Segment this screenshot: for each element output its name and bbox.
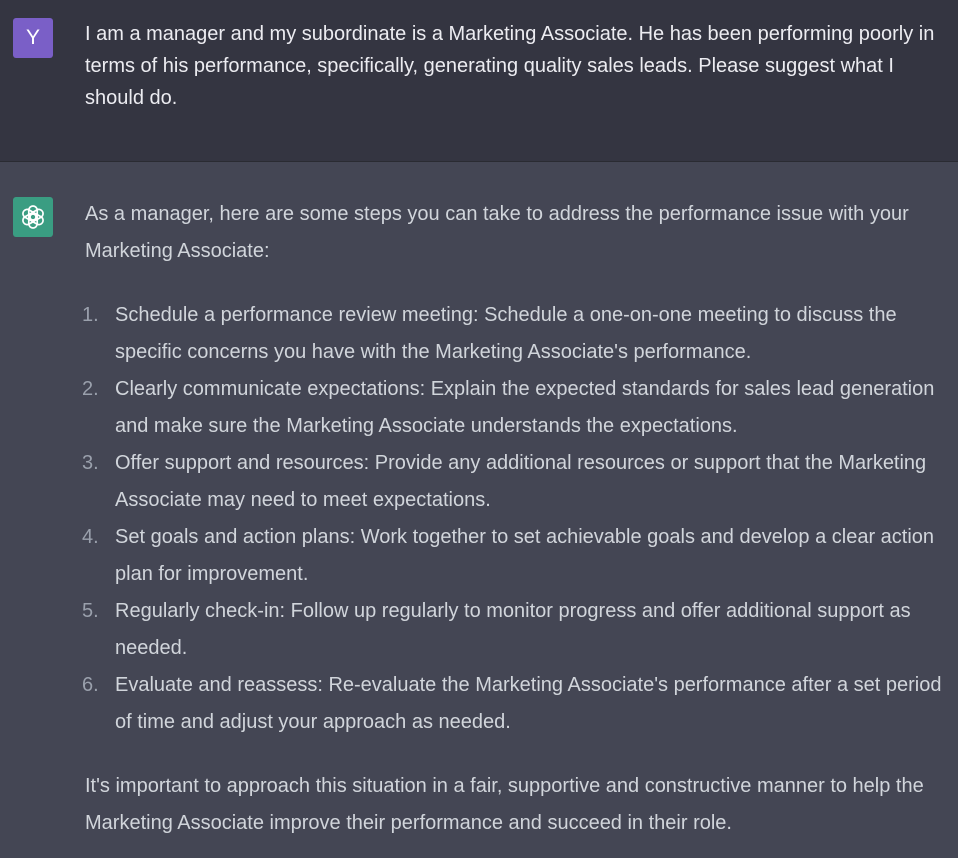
list-item-text: Clearly communicate expectations: Explain the expected standards for sales lead generation and make sure the Marketing Associate understands the expectations. bbox=[115, 378, 935, 437]
list-number: 1. bbox=[82, 304, 99, 326]
list-item bbox=[82, 445, 950, 519]
list-item-text: Offer support and resources: Provide any additional resources or support that the Marketing Associate may need to meet expectations. bbox=[115, 452, 927, 511]
list-item-text: Evaluate and reassess: Re-evaluate the Marketing Associate's performance after a set period of time and adjust your approach as needed. bbox=[115, 674, 942, 733]
list-item bbox=[82, 667, 950, 741]
list-number: 3. bbox=[82, 452, 99, 474]
list-item bbox=[82, 593, 950, 667]
list-item bbox=[82, 297, 950, 371]
assistant-message bbox=[0, 162, 958, 858]
list-number: 5. bbox=[82, 600, 99, 622]
list-number: 2. bbox=[82, 378, 99, 400]
assistant-conclusion: It's important to approach this situation in a fair, supportive and constructive manner to help the Marketing Associate improve their performance and succeed in their role. bbox=[85, 775, 924, 834]
user-message bbox=[0, 0, 958, 162]
user-avatar: Y bbox=[13, 18, 53, 58]
assistant-intro: As a manager, here are some steps you can take to address the performance issue with your Marketing Associate: bbox=[85, 203, 909, 262]
assistant-avatar bbox=[13, 197, 53, 237]
openai-logo-icon bbox=[19, 203, 47, 231]
list-number: 6. bbox=[82, 674, 99, 696]
list-item-text: Set goals and action plans: Work together to set achievable goals and develop a clear action plan for improvement. bbox=[115, 526, 935, 585]
list-item bbox=[82, 519, 950, 593]
user-message-text: I am a manager and my subordinate is a Marketing Associate. He has been performing poorly in terms of his performance, specifically, generating quality sales leads. Please suggest what I should do. bbox=[85, 23, 935, 109]
list-number: 4. bbox=[82, 526, 99, 548]
list-item-text: Regularly check-in: Follow up regularly to monitor progress and offer additional support as needed. bbox=[115, 600, 911, 659]
assistant-message-body bbox=[82, 196, 950, 842]
list-item-text: Schedule a performance review meeting: Schedule a one-on-one meeting to discuss the specific concerns you have with the Marketing Associate's performance. bbox=[115, 304, 897, 363]
steps-list bbox=[82, 297, 950, 741]
list-item bbox=[82, 371, 950, 445]
